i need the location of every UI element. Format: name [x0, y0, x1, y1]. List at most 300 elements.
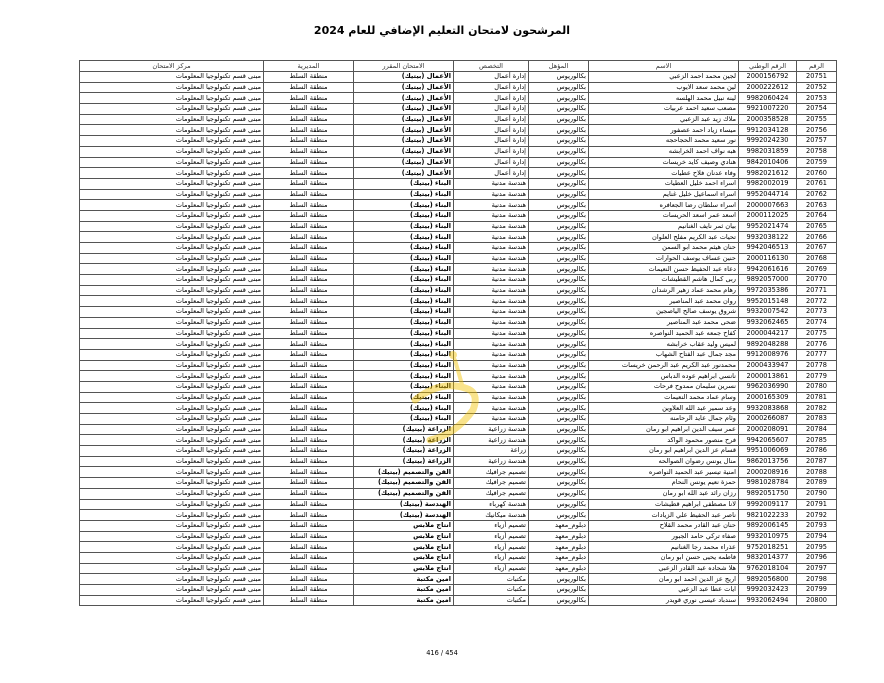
cell-specialization: تصميم أزياء [454, 520, 529, 531]
cell-directorate: منطقة السلط [264, 552, 354, 563]
table-row [80, 114, 837, 125]
cell-name: حنان هيثم محمد ابو السمن [589, 243, 739, 254]
cell-no: 20753 [797, 93, 837, 104]
table-row [80, 403, 837, 414]
cell-directorate: منطقة السلط [264, 82, 354, 93]
table-row [80, 542, 837, 553]
cell-specialization: هندسة زراعية [454, 456, 529, 467]
cell-national-id: 9972035386 [739, 285, 797, 296]
cell-national-id: 9992024230 [739, 136, 797, 147]
cell-qualification: بكالوريوس [529, 178, 589, 189]
cell-specialization: هندسة مدنية [454, 328, 529, 339]
cell-directorate: منطقة السلط [264, 136, 354, 147]
cell-center: مبنى قسم تكنولوجيا المعلومات [80, 189, 264, 200]
cell-national-id: 9842010406 [739, 157, 797, 168]
cell-exam: انتاج ملابس [354, 542, 454, 553]
cell-name: صفاء تركي حامد الجبور [589, 531, 739, 542]
cell-directorate: منطقة السلط [264, 221, 354, 232]
cell-directorate: منطقة السلط [264, 264, 354, 275]
cell-center: مبنى قسم تكنولوجيا المعلومات [80, 403, 264, 414]
cell-qualification: بكالوريوس [529, 221, 589, 232]
cell-no: 20784 [797, 424, 837, 435]
cell-directorate: منطقة السلط [264, 414, 354, 425]
cell-no: 20779 [797, 371, 837, 382]
cell-name: تحيات عبد الكريم مفلح العلوان [589, 232, 739, 243]
cell-qualification: بكالوريوس [529, 296, 589, 307]
cell-center: مبنى قسم تكنولوجيا المعلومات [80, 146, 264, 157]
cell-national-id: 9952015148 [739, 296, 797, 307]
cell-center: مبنى قسم تكنولوجيا المعلومات [80, 328, 264, 339]
cell-no: 20756 [797, 125, 837, 136]
cell-center: مبنى قسم تكنولوجيا المعلومات [80, 275, 264, 286]
cell-directorate: منطقة السلط [264, 542, 354, 553]
cell-directorate: منطقة السلط [264, 328, 354, 339]
cell-center: مبنى قسم تكنولوجيا المعلومات [80, 168, 264, 179]
cell-no: 20793 [797, 520, 837, 531]
cell-qualification: بكالوريوس [529, 136, 589, 147]
table-row [80, 371, 837, 382]
cell-national-id: 9982002019 [739, 178, 797, 189]
cell-directorate: منطقة السلط [264, 285, 354, 296]
cell-center: مبنى قسم تكنولوجيا المعلومات [80, 253, 264, 264]
table-header-row [80, 61, 837, 72]
cell-no: 20755 [797, 114, 837, 125]
cell-no: 20800 [797, 595, 837, 606]
cell-specialization: هندسة مدنية [454, 243, 529, 254]
cell-center: مبنى قسم تكنولوجيا المعلومات [80, 243, 264, 254]
cell-no: 20778 [797, 360, 837, 371]
cell-name: امنية تيسير عبد الحميد النواصره [589, 467, 739, 478]
cell-national-id: 9892048288 [739, 339, 797, 350]
cell-center: مبنى قسم تكنولوجيا المعلومات [80, 488, 264, 499]
table-row [80, 104, 837, 115]
cell-name: لينه نبيل محمد الهلسه [589, 93, 739, 104]
cell-no: 20785 [797, 435, 837, 446]
cell-center: مبنى قسم تكنولوجيا المعلومات [80, 125, 264, 136]
cell-center: مبنى قسم تكنولوجيا المعلومات [80, 531, 264, 542]
cell-name: حنين عساف يوسف الحوارات [589, 253, 739, 264]
cell-name: لجين محمد احمد الزعبي [589, 72, 739, 83]
cell-national-id: 9912008976 [739, 349, 797, 360]
cell-name: بيان ثمر نايف الغنانيم [589, 221, 739, 232]
cell-directorate: منطقة السلط [264, 403, 354, 414]
cell-name: وئام جمال عايد الرحامنه [589, 414, 739, 425]
cell-no: 20751 [797, 72, 837, 83]
cell-exam: الأعمال (بيتيك) [354, 136, 454, 147]
cell-center: مبنى قسم تكنولوجيا المعلومات [80, 456, 264, 467]
cell-specialization: هندسة مدنية [454, 339, 529, 350]
table-row [80, 552, 837, 563]
cell-name: نسرين سليمان ممدوح فرحات [589, 381, 739, 392]
cell-no: 20782 [797, 403, 837, 414]
cell-directorate: منطقة السلط [264, 424, 354, 435]
cell-no: 20790 [797, 488, 837, 499]
table-row [80, 189, 837, 200]
table-row [80, 595, 837, 606]
cell-no: 20783 [797, 414, 837, 425]
cell-center: مبنى قسم تكنولوجيا المعلومات [80, 200, 264, 211]
table-row [80, 563, 837, 574]
cell-no: 20772 [797, 296, 837, 307]
cell-national-id: 9821022233 [739, 510, 797, 521]
cell-specialization: هندسة كهرباء [454, 499, 529, 510]
cell-specialization: تصميم أزياء [454, 563, 529, 574]
cell-name: قسام عز الدين ابراهيم ابو رمان [589, 446, 739, 457]
cell-exam: البناء (بيتيك) [354, 200, 454, 211]
cell-center: مبنى قسم تكنولوجيا المعلومات [80, 178, 264, 189]
cell-no: 20795 [797, 542, 837, 553]
cell-name: رزان رائد عبد الله ابو رمان [589, 488, 739, 499]
cell-name: اريج عز الدين احمد ابو رمان [589, 574, 739, 585]
cell-specialization: مكتبات [454, 585, 529, 596]
cell-qualification: بكالوريوس [529, 317, 589, 328]
cell-directorate: منطقة السلط [264, 210, 354, 221]
cell-qualification: بكالوريوس [529, 243, 589, 254]
table-row [80, 210, 837, 221]
cell-exam: البناء (بيتيك) [354, 392, 454, 403]
cell-qualification: بكالوريوس [529, 264, 589, 275]
cell-national-id: 2000156792 [739, 72, 797, 83]
cell-center: مبنى قسم تكنولوجيا المعلومات [80, 520, 264, 531]
cell-national-id: 2000165309 [739, 392, 797, 403]
table-row [80, 360, 837, 371]
cell-exam: البناء (بيتيك) [354, 381, 454, 392]
cell-exam: البناء (بيتيك) [354, 307, 454, 318]
cell-name: سندباد عيسى نوري قويدر [589, 595, 739, 606]
cell-qualification: دبلوم_معهد [529, 552, 589, 563]
cell-name: لميس وليد عقاب خرابشه [589, 339, 739, 350]
cell-directorate: منطقة السلط [264, 371, 354, 382]
cell-national-id: 9952021474 [739, 221, 797, 232]
cell-no: 20764 [797, 210, 837, 221]
cell-qualification: بكالوريوس [529, 125, 589, 136]
cell-national-id: 2000222612 [739, 82, 797, 93]
cell-no: 20777 [797, 349, 837, 360]
cell-qualification: بكالوريوس [529, 595, 589, 606]
cell-exam: البناء (بيتيك) [354, 349, 454, 360]
cell-exam: الفن والتصميم (بيتيك) [354, 478, 454, 489]
cell-exam: امين مكتبة [354, 574, 454, 585]
cell-specialization: مكتبات [454, 574, 529, 585]
cell-qualification: بكالوريوس [529, 285, 589, 296]
table-row [80, 317, 837, 328]
cell-no: 20787 [797, 456, 837, 467]
table-row [80, 499, 837, 510]
cell-qualification: بكالوريوس [529, 424, 589, 435]
cell-exam: الأعمال (بيتيك) [354, 125, 454, 136]
cell-specialization: هندسة زراعية [454, 435, 529, 446]
cell-directorate: منطقة السلط [264, 125, 354, 136]
cell-exam: الهندسة (بيتيك) [354, 510, 454, 521]
table-row [80, 510, 837, 521]
cell-national-id: 9862013756 [739, 456, 797, 467]
cell-name: محمدنور عبد الكريم عبد الرحمن خريسات [589, 360, 739, 371]
candidates-table [79, 60, 837, 606]
cell-name: نور سعيد محمد الحجاحجه [589, 136, 739, 147]
cell-qualification: بكالوريوس [529, 114, 589, 125]
cell-name: ضحى محمد عبد المناصير [589, 317, 739, 328]
cell-directorate: منطقة السلط [264, 200, 354, 211]
cell-specialization: هندسة مدنية [454, 349, 529, 360]
cell-name: حمزة نعيم يونس النحام [589, 478, 739, 489]
cell-national-id: 9962036990 [739, 381, 797, 392]
table-row [80, 328, 837, 339]
cell-specialization: تصميم جرافيك [454, 467, 529, 478]
cell-exam: الزراعة (بيتيك) [354, 456, 454, 467]
cell-directorate: منطقة السلط [264, 510, 354, 521]
cell-national-id: 9832014377 [739, 552, 797, 563]
cell-exam: البناء (بيتيك) [354, 232, 454, 243]
table-row [80, 253, 837, 264]
cell-exam: الزراعة (بيتيك) [354, 424, 454, 435]
cell-center: مبنى قسم تكنولوجيا المعلومات [80, 360, 264, 371]
table-row [80, 178, 837, 189]
cell-directorate: منطقة السلط [264, 275, 354, 286]
cell-national-id: 9942065607 [739, 435, 797, 446]
cell-national-id: 9942061616 [739, 264, 797, 275]
cell-exam: الفن والتصميم (بيتيك) [354, 467, 454, 478]
cell-directorate: منطقة السلط [264, 157, 354, 168]
cell-name: دعاء عبد الحفيظ حسن النعيمات [589, 264, 739, 275]
cell-qualification: بكالوريوس [529, 392, 589, 403]
cell-specialization: هندسة مدنية [454, 189, 529, 200]
header-exam: الامتحان المقرر [354, 61, 454, 72]
page-title: المرشحون لامتحان التعليم الإضافي للعام 2024 [313, 24, 571, 37]
cell-center: مبنى قسم تكنولوجيا المعلومات [80, 371, 264, 382]
cell-qualification: بكالوريوس [529, 307, 589, 318]
cell-center: مبنى قسم تكنولوجيا المعلومات [80, 104, 264, 115]
table-row [80, 275, 837, 286]
cell-directorate: منطقة السلط [264, 381, 354, 392]
cell-national-id: 2000266087 [739, 414, 797, 425]
cell-national-id: 9982031859 [739, 146, 797, 157]
cell-no: 20763 [797, 200, 837, 211]
table-row [80, 168, 837, 179]
cell-qualification: بكالوريوس [529, 488, 589, 499]
header-center: مركز الامتحان [80, 61, 264, 72]
cell-qualification: دبلوم_معهد [529, 563, 589, 574]
cell-national-id: 9932038122 [739, 232, 797, 243]
cell-exam: الأعمال (بيتيك) [354, 82, 454, 93]
cell-qualification: بكالوريوس [529, 381, 589, 392]
cell-directorate: منطقة السلط [264, 72, 354, 83]
cell-national-id: 2000007663 [739, 200, 797, 211]
cell-national-id: 2000112025 [739, 210, 797, 221]
cell-qualification: دبلوم_معهد [529, 531, 589, 542]
cell-national-id: 2000044217 [739, 328, 797, 339]
table-row [80, 424, 837, 435]
table-row [80, 157, 837, 168]
table-row [80, 381, 837, 392]
cell-center: مبنى قسم تكنولوجيا المعلومات [80, 72, 264, 83]
cell-center: مبنى قسم تكنولوجيا المعلومات [80, 435, 264, 446]
cell-directorate: منطقة السلط [264, 339, 354, 350]
cell-exam: الأعمال (بيتيك) [354, 168, 454, 179]
cell-specialization: هندسة زراعية [454, 424, 529, 435]
cell-specialization: إدارة أعمال [454, 72, 529, 83]
cell-national-id: 9932083868 [739, 403, 797, 414]
cell-name: كفاح جمعه عبد الحميد النواصره [589, 328, 739, 339]
cell-center: مبنى قسم تكنولوجيا المعلومات [80, 424, 264, 435]
cell-name: عذراء محمد رجا الغنانيم [589, 542, 739, 553]
header-national-id: الرقم الوطني [739, 61, 797, 72]
cell-exam: الزراعة (بيتيك) [354, 435, 454, 446]
cell-exam: البناء (بيتيك) [354, 317, 454, 328]
cell-qualification: بكالوريوس [529, 499, 589, 510]
cell-no: 20769 [797, 264, 837, 275]
cell-directorate: منطقة السلط [264, 232, 354, 243]
cell-no: 20776 [797, 339, 837, 350]
table-row [80, 435, 837, 446]
candidates-table-container [79, 60, 836, 606]
table-row [80, 307, 837, 318]
cell-specialization: هندسة مدنية [454, 307, 529, 318]
cell-name: مجد جمال عبد الفتاح الشهاب [589, 349, 739, 360]
header-directorate: المديرية [264, 61, 354, 72]
cell-specialization: هندسة مدنية [454, 285, 529, 296]
cell-directorate: منطقة السلط [264, 104, 354, 115]
cell-directorate: منطقة السلط [264, 178, 354, 189]
cell-center: مبنى قسم تكنولوجيا المعلومات [80, 307, 264, 318]
cell-specialization: هندسة مدنية [454, 296, 529, 307]
cell-center: مبنى قسم تكنولوجيا المعلومات [80, 264, 264, 275]
cell-exam: الفن والتصميم (بيتيك) [354, 488, 454, 499]
cell-directorate: منطقة السلط [264, 520, 354, 531]
page-number: 416 / 454 [426, 649, 458, 657]
cell-qualification: بكالوريوس [529, 403, 589, 414]
cell-no: 20762 [797, 189, 837, 200]
cell-center: مبنى قسم تكنولوجيا المعلومات [80, 446, 264, 457]
cell-exam: انتاج ملابس [354, 552, 454, 563]
cell-specialization: هندسة مدنية [454, 210, 529, 221]
cell-specialization: إدارة أعمال [454, 168, 529, 179]
cell-specialization: إدارة أعمال [454, 114, 529, 125]
table-row [80, 467, 837, 478]
cell-center: مبنى قسم تكنولوجيا المعلومات [80, 392, 264, 403]
header-specialization: التخصص [454, 61, 529, 72]
cell-directorate: منطقة السلط [264, 317, 354, 328]
cell-no: 20768 [797, 253, 837, 264]
cell-center: مبنى قسم تكنولوجيا المعلومات [80, 499, 264, 510]
table-row [80, 93, 837, 104]
cell-no: 20781 [797, 392, 837, 403]
cell-directorate: منطقة السلط [264, 168, 354, 179]
cell-no: 20797 [797, 563, 837, 574]
table-row [80, 574, 837, 585]
cell-center: مبنى قسم تكنولوجيا المعلومات [80, 467, 264, 478]
cell-exam: البناء (بيتيك) [354, 285, 454, 296]
cell-name: فرح منصور محمود الواكد [589, 435, 739, 446]
cell-national-id: 9932010975 [739, 531, 797, 542]
cell-no: 20766 [797, 232, 837, 243]
cell-no: 20765 [797, 221, 837, 232]
table-row [80, 264, 837, 275]
cell-specialization: تصميم جرافيك [454, 488, 529, 499]
cell-qualification: بكالوريوس [529, 371, 589, 382]
cell-exam: البناء (بيتيك) [354, 371, 454, 382]
cell-qualification: بكالوريوس [529, 585, 589, 596]
cell-exam: الأعمال (بيتيك) [354, 93, 454, 104]
cell-specialization: مكتبات [454, 595, 529, 606]
cell-qualification: بكالوريوس [529, 93, 589, 104]
cell-name: ملاك زيد عبد الزعبي [589, 114, 739, 125]
cell-exam: الأعمال (بيتيك) [354, 157, 454, 168]
cell-exam: البناء (بيتيك) [354, 189, 454, 200]
cell-national-id: 9982021612 [739, 168, 797, 179]
cell-directorate: منطقة السلط [264, 349, 354, 360]
cell-no: 20796 [797, 552, 837, 563]
cell-specialization: هندسة مدنية [454, 178, 529, 189]
cell-directorate: منطقة السلط [264, 253, 354, 264]
cell-directorate: منطقة السلط [264, 435, 354, 446]
cell-directorate: منطقة السلط [264, 488, 354, 499]
cell-exam: الأعمال (بيتيك) [354, 146, 454, 157]
cell-center: مبنى قسم تكنولوجيا المعلومات [80, 93, 264, 104]
cell-qualification: بكالوريوس [529, 82, 589, 93]
table-row [80, 200, 837, 211]
cell-specialization: هندسة مدنية [454, 253, 529, 264]
table-row [80, 339, 837, 350]
cell-name: اسراء اسماعيل خليل غنايم [589, 189, 739, 200]
cell-name: اسراء احمد خليل العطيات [589, 178, 739, 189]
cell-qualification: بكالوريوس [529, 349, 589, 360]
cell-center: مبنى قسم تكنولوجيا المعلومات [80, 296, 264, 307]
cell-specialization: هندسة مدنية [454, 264, 529, 275]
cell-national-id: 9762018104 [739, 563, 797, 574]
cell-qualification: بكالوريوس [529, 275, 589, 286]
cell-qualification: بكالوريوس [529, 104, 589, 115]
cell-specialization: إدارة أعمال [454, 82, 529, 93]
cell-national-id: 9992032423 [739, 585, 797, 596]
header-name: الاسم [589, 61, 739, 72]
cell-exam: انتاج ملابس [354, 563, 454, 574]
cell-no: 20758 [797, 146, 837, 157]
cell-specialization: تصميم أزياء [454, 542, 529, 553]
cell-exam: امين مكتبة [354, 595, 454, 606]
cell-no: 20788 [797, 467, 837, 478]
cell-name: منال يونس رضوان الصوالحه [589, 456, 739, 467]
cell-qualification: بكالوريوس [529, 210, 589, 221]
table-row [80, 520, 837, 531]
cell-qualification: بكالوريوس [529, 467, 589, 478]
cell-no: 20789 [797, 478, 837, 489]
cell-exam: البناء (بيتيك) [354, 328, 454, 339]
table-row [80, 125, 837, 136]
table-row [80, 478, 837, 489]
cell-national-id: 2000358528 [739, 114, 797, 125]
cell-exam: البناء (بيتيك) [354, 360, 454, 371]
cell-national-id: 2000116130 [739, 253, 797, 264]
cell-no: 20757 [797, 136, 837, 147]
cell-no: 20774 [797, 317, 837, 328]
cell-name: حنان عبد القادر محمد القلاح [589, 520, 739, 531]
cell-exam: امين مكتبة [354, 585, 454, 596]
cell-center: مبنى قسم تكنولوجيا المعلومات [80, 157, 264, 168]
table-row [80, 488, 837, 499]
cell-directorate: منطقة السلط [264, 243, 354, 254]
cell-center: مبنى قسم تكنولوجيا المعلومات [80, 136, 264, 147]
cell-directorate: منطقة السلط [264, 446, 354, 457]
table-row [80, 585, 837, 596]
cell-center: مبنى قسم تكنولوجيا المعلومات [80, 563, 264, 574]
cell-center: مبنى قسم تكنولوجيا المعلومات [80, 595, 264, 606]
cell-qualification: بكالوريوس [529, 414, 589, 425]
cell-center: مبنى قسم تكنولوجيا المعلومات [80, 221, 264, 232]
cell-specialization: هندسة مدنية [454, 371, 529, 382]
cell-national-id: 9942046513 [739, 243, 797, 254]
cell-exam: البناء (بيتيك) [354, 264, 454, 275]
cell-name: مصعب سعيد احمد عربيات [589, 104, 739, 115]
